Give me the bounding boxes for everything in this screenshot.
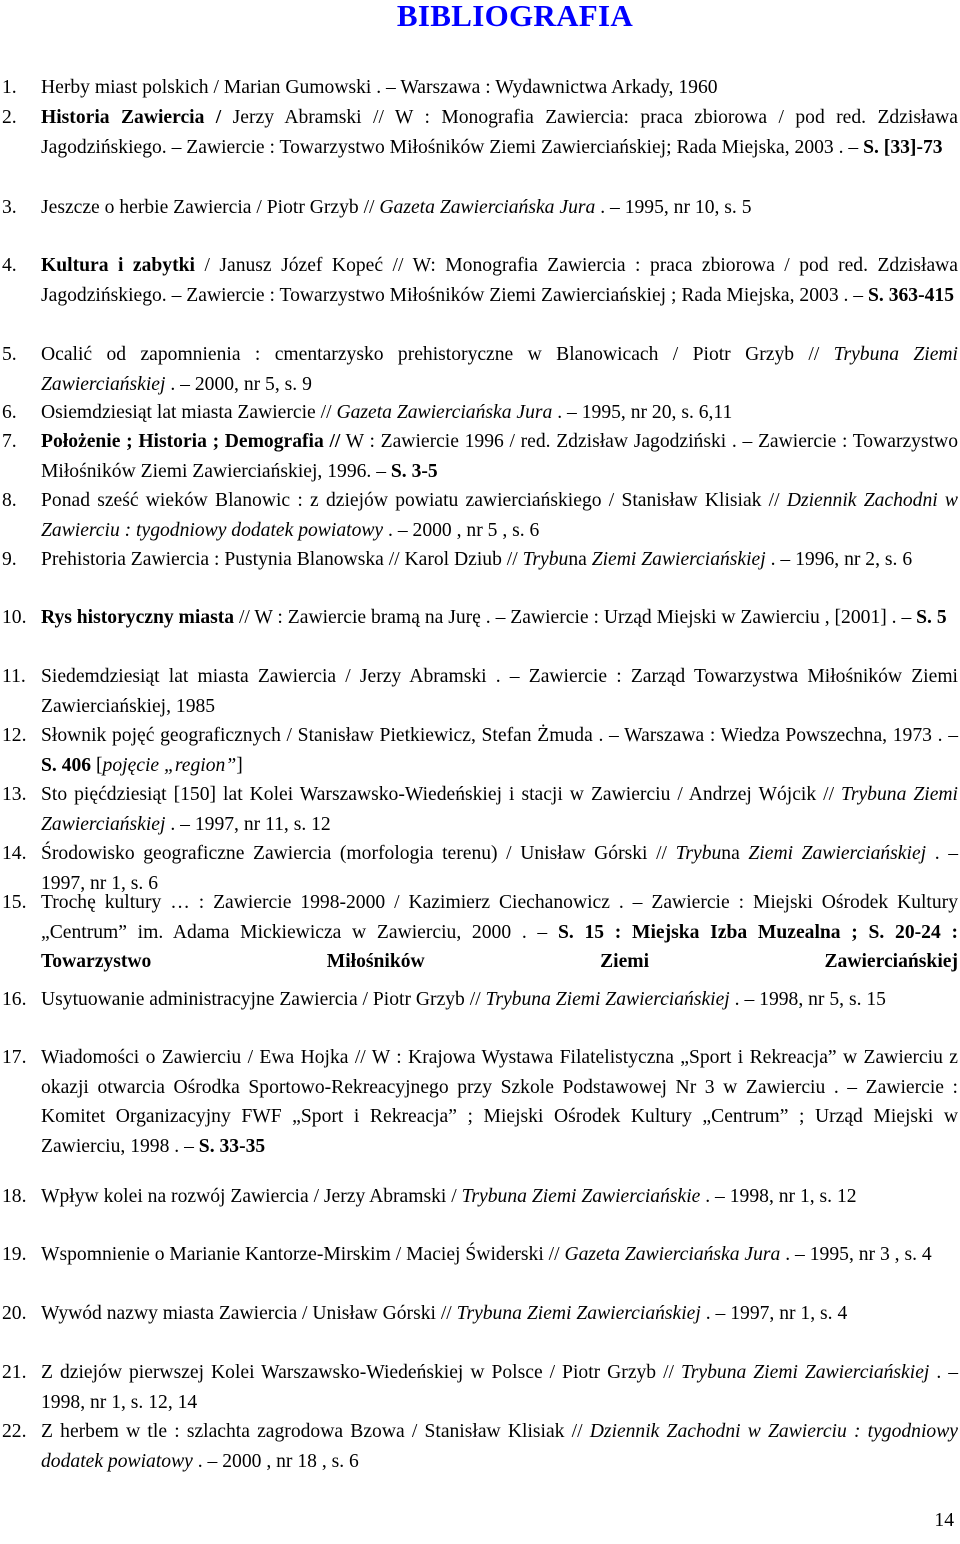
entry-emphasis: S. [33]-73 (863, 136, 943, 158)
entry-segment: Wpływ kolei na rozwój Zawiercia / Jerzy Abramski / (41, 1186, 462, 1207)
bibliography-entry (0, 427, 958, 486)
entry-number: 4. (2, 255, 17, 276)
bibliography-entry (0, 1299, 958, 1329)
entry-text (41, 603, 958, 633)
bibliography-entry (0, 193, 958, 223)
entry-emphasis: Rys historyczny miasta (41, 607, 235, 628)
entry-number: 3. (2, 197, 17, 218)
entry-text (41, 73, 958, 103)
entry-emphasis: S. 5 (916, 607, 947, 628)
entry-segment: . – 1998, nr 1, s. 12, 14 (41, 1362, 959, 1413)
bibliography-entry (0, 1417, 958, 1476)
entry-publication-title: Trybuna Ziemi Zawierciańskie (461, 1186, 701, 1207)
entry-emphasis: S. 33-35 (198, 1135, 266, 1157)
bibliography-entry (0, 662, 958, 721)
bibliography-entry (0, 985, 958, 1015)
entry-segment: Wspomnienie o Marianie Kantorze-Mirskim / Maciej Świderski // (41, 1244, 565, 1265)
entry-segment: . – 1995, nr 3 , s. 4 (780, 1244, 932, 1265)
entry-text (41, 985, 958, 1015)
entry-number: 9. (2, 549, 17, 570)
bibliography-entry (0, 103, 958, 162)
entry-publication-title: Ziemi Zawierciańskiej (591, 549, 766, 570)
entry-segment: . – 1997, nr 1, s. 6 (41, 843, 958, 894)
entry-publication-title: pojęcie „region” (102, 754, 237, 776)
bibliography-entry (0, 721, 958, 780)
bibliography-entry (0, 1043, 958, 1161)
bibliography-entry (0, 1240, 958, 1270)
entry-segment: Słownik pojęć geograficznych / Stanisław Pietkiewicz, Stefan Żmuda . – Warszawa : Wiedza Powszechna, 1973 . – (41, 725, 958, 746)
page-title: BIBLIOGRAFIA (396, 0, 634, 33)
entry-text (41, 340, 958, 399)
entry-segment: Ponad sześć wieków Blanowic : z dziejów powiatu zawierciańskiego / Stanisław Klisiak // (41, 490, 787, 511)
entry-publication-title: Gazeta Zawierciańska Jura (336, 402, 553, 423)
page-number: 14 (934, 1510, 954, 1531)
entry-publication-title: Trybuna Ziemi Zawierciańskiej (41, 344, 958, 395)
entry-segment: Siedemdziesiąt lat miasta Zawiercia / Jerzy Abramski . – Zawiercie : Zarząd Towarzystwa Miłośników Ziemi Zawierciańskiej, 1985 (41, 666, 958, 717)
entry-emphasis: S. 3-5 (390, 460, 438, 482)
bibliography-entry (0, 780, 958, 839)
entry-number: 13. (2, 784, 27, 805)
entry-segment: . – 2000 , nr 5 , s. 6 (383, 519, 540, 541)
entry-publication-title: Gazeta Zawierciańska Jura (564, 1244, 781, 1265)
entry-text (41, 193, 958, 223)
bibliography-entry (0, 73, 958, 103)
entry-segment: Herby miast polskich / Marian Gumowski . – Warszawa : Wydawnictwa Arkady, 1960 (41, 77, 718, 98)
entry-segment: Wiadomości o Zawierciu / Ewa Hojka // W : Krajowa Wystawa Filatelistyczna „Sport i Rekreacja” w Zawierciu z okazji otwarcia Ośrodka Sportowo-Rekreacyjnego przy Szkole Podstawowej Nr 3 w Zawierciu . – Zawiercie : Komitet Organizacyjny FWF „Sport i Rekreacja” ; Miejski Ośrodek Kultury „Centrum” ; Urząd Miejski w Zawierciu, 1998 . – (41, 1047, 958, 1157)
entry-publication-title: Trybuna Ziemi Zawierciańskiej (456, 1303, 701, 1324)
entry-number: 1. (2, 77, 17, 98)
entry-text (41, 1182, 958, 1212)
entry-publication-title: Gazeta Zawierciańska Jura (379, 197, 596, 218)
entry-segment: W : Zawiercie 1996 / red. Zdzisław Jagodziński . – Zawiercie : Towarzystwo Miłośników Ziemi Zawierciańskiej, 1996. – (41, 431, 958, 482)
entry-number: 8. (2, 490, 17, 511)
bibliography-entry (0, 398, 958, 428)
entry-publication-title: Trybu (522, 549, 569, 570)
entry-text (41, 103, 958, 162)
entry-text (41, 398, 958, 428)
entry-segment: . – 1995, nr 20, s. 6,11 (552, 402, 733, 423)
entry-number: 18. (2, 1186, 27, 1207)
entry-text (41, 427, 958, 486)
entry-segment: Jeszcze o herbie Zawiercia / Piotr Grzyb // (41, 197, 380, 218)
entry-text (41, 721, 958, 780)
bibliography-entry (0, 340, 958, 399)
entry-segment: Ocalić od zapomnienia : cmentarzysko prehistoryczne w Blanowicach / Piotr Grzyb // (41, 344, 834, 365)
entry-segment: . – 1997, nr 1, s. 4 (700, 1303, 848, 1324)
entry-text (41, 486, 958, 545)
entry-number: 2. (2, 107, 17, 128)
entry-number: 7. (2, 431, 17, 452)
entry-segment: ] (236, 754, 243, 776)
entry-number: 17. (2, 1047, 27, 1068)
entry-emphasis: Historia Zawiercia / (41, 107, 233, 128)
entry-publication-title: Dziennik Zachodni w Zawierciu : tygodniowy dodatek powiatowy (41, 1421, 958, 1472)
entry-text (41, 545, 958, 575)
bibliography-entry (0, 251, 958, 310)
entry-number: 11. (2, 666, 26, 687)
entry-number: 19. (2, 1244, 27, 1265)
entry-number: 14. (2, 843, 27, 864)
entry-emphasis: Kultura i zabytki (41, 255, 195, 276)
entry-text (41, 251, 958, 310)
entry-publication-title: Trybuna Ziemi Zawierciańskiej (680, 1362, 930, 1383)
entry-number: 16. (2, 989, 27, 1010)
entry-segment: Sto pięćdziesiąt [150] lat Kolei Warszawsko-Wiedeńskiej i stacji w Zawierciu / Andrzej Wójcik // (41, 784, 842, 805)
entry-segment: Środowisko geograficzne Zawiercia (morfologia terenu) / Unisław Górski // (41, 843, 676, 864)
entry-segment: . – 1997, nr 11, s. 12 (165, 813, 331, 835)
entry-emphasis: Położenie ; Historia ; Demografia // (41, 431, 341, 452)
entry-text (41, 1358, 958, 1417)
entry-segment: na (721, 843, 749, 864)
entry-publication-title: Ziemi Zawierciańskiej (748, 843, 927, 864)
entry-segment: Prehistoria Zawiercia : Pustynia Blanowska // Karol Dziub // (41, 549, 523, 570)
entry-number: 6. (2, 402, 17, 423)
entry-text (41, 1240, 958, 1270)
entry-text (41, 1417, 958, 1476)
entry-segment: [ (91, 754, 103, 776)
bibliography-entry (0, 1182, 958, 1212)
entry-segment: . – 1995, nr 10, s. 5 (595, 197, 752, 218)
entry-text (41, 1043, 958, 1161)
bibliography-entry (0, 545, 958, 575)
bibliography-entry (0, 486, 958, 545)
entry-text (41, 780, 958, 839)
entry-segment: Usytuowanie administracyjne Zawiercia / Piotr Grzyb // (41, 989, 486, 1010)
bibliography-entry (0, 1358, 958, 1417)
entry-number: 21. (2, 1362, 27, 1383)
entry-segment: Wywód nazwy miasta Zawiercia / Unisław Górski // (41, 1303, 457, 1324)
bibliography-entry (0, 888, 958, 977)
entry-segment: Osiemdziesiąt lat miasta Zawiercie // (41, 402, 337, 423)
entry-text (41, 888, 958, 977)
entry-segment: . – 1998, nr 1, s. 12 (700, 1186, 857, 1207)
entry-segment: Trochę kultury … : Zawiercie 1998-2000 / Kazimierz Ciechanowicz . – Zawiercie : Miejski Ośrodek Kultury „Centrum” im. Adama Mickiewicza w Zawierciu, 2000 . – (41, 892, 958, 943)
entry-publication-title: Trybu (675, 843, 722, 864)
entry-text (41, 1299, 958, 1329)
entry-number: 20. (2, 1303, 27, 1324)
entry-publication-title: Trybuna Ziemi Zawierciańskiej (485, 989, 730, 1010)
entry-segment: . – 1998, nr 5, s. 15 (729, 989, 886, 1010)
entry-number: 10. (2, 607, 27, 628)
entry-segment: . – 1996, nr 2, s. 6 (765, 549, 913, 570)
entry-segment: // W : Zawiercie bramą na Jurę . – Zawiercie : Urząd Miejski w Zawierciu , [2001] . – (234, 607, 917, 628)
entry-publication-title: Trybuna Ziemi Zawierciańskiej (41, 784, 959, 835)
entry-segment: Z dziejów pierwszej Kolei Warszawsko-Wiedeńskiej w Polsce / Piotr Grzyb // (41, 1362, 681, 1383)
entry-publication-title: Dziennik Zachodni w Zawierciu : tygodniowy dodatek powiatowy (41, 490, 959, 541)
entry-segment: . – 2000 , nr 18 , s. 6 (192, 1450, 359, 1472)
entry-segment: na (568, 549, 592, 570)
entry-segment: . – 2000, nr 5, s. 9 (165, 373, 312, 395)
entry-number: 12. (2, 725, 27, 746)
entry-emphasis: S. 363-415 (868, 284, 955, 306)
bibliography-entry (0, 603, 958, 633)
entry-number: 5. (2, 344, 17, 365)
entry-emphasis: S. 406 (41, 754, 92, 776)
entry-segment: Jerzy Abramski // W : Monografia Zawiercia: praca zbiorowa / pod red. Zdzisława Jagodzińskiego. – Zawiercie : Towarzystwo Miłośników Ziemi Zawierciańskiej; Rada Miejska, 2003 . – (41, 107, 958, 158)
entry-emphasis: S. 15 : Miejska Izba Muzealna ; S. 20-24 : Towarzystwo Miłośników Ziemi Zawierciańskiej (41, 921, 958, 972)
entry-segment: / Janusz Józef Kopeć // W: Monografia Zawiercia : praca zbiorowa / pod red. Zdzisława Jagodzińskiego. – Zawiercie : Towarzystwo Miłośników Ziemi Zawierciańskiej ; Rada Miejska, 2003 . – (41, 255, 958, 306)
entry-number: 22. (2, 1421, 27, 1442)
entry-segment: Z herbem w tle : szlachta zagrodowa Bzowa / Stanisław Klisiak // (41, 1421, 590, 1442)
entry-text (41, 662, 958, 721)
entry-number: 15. (2, 892, 27, 913)
